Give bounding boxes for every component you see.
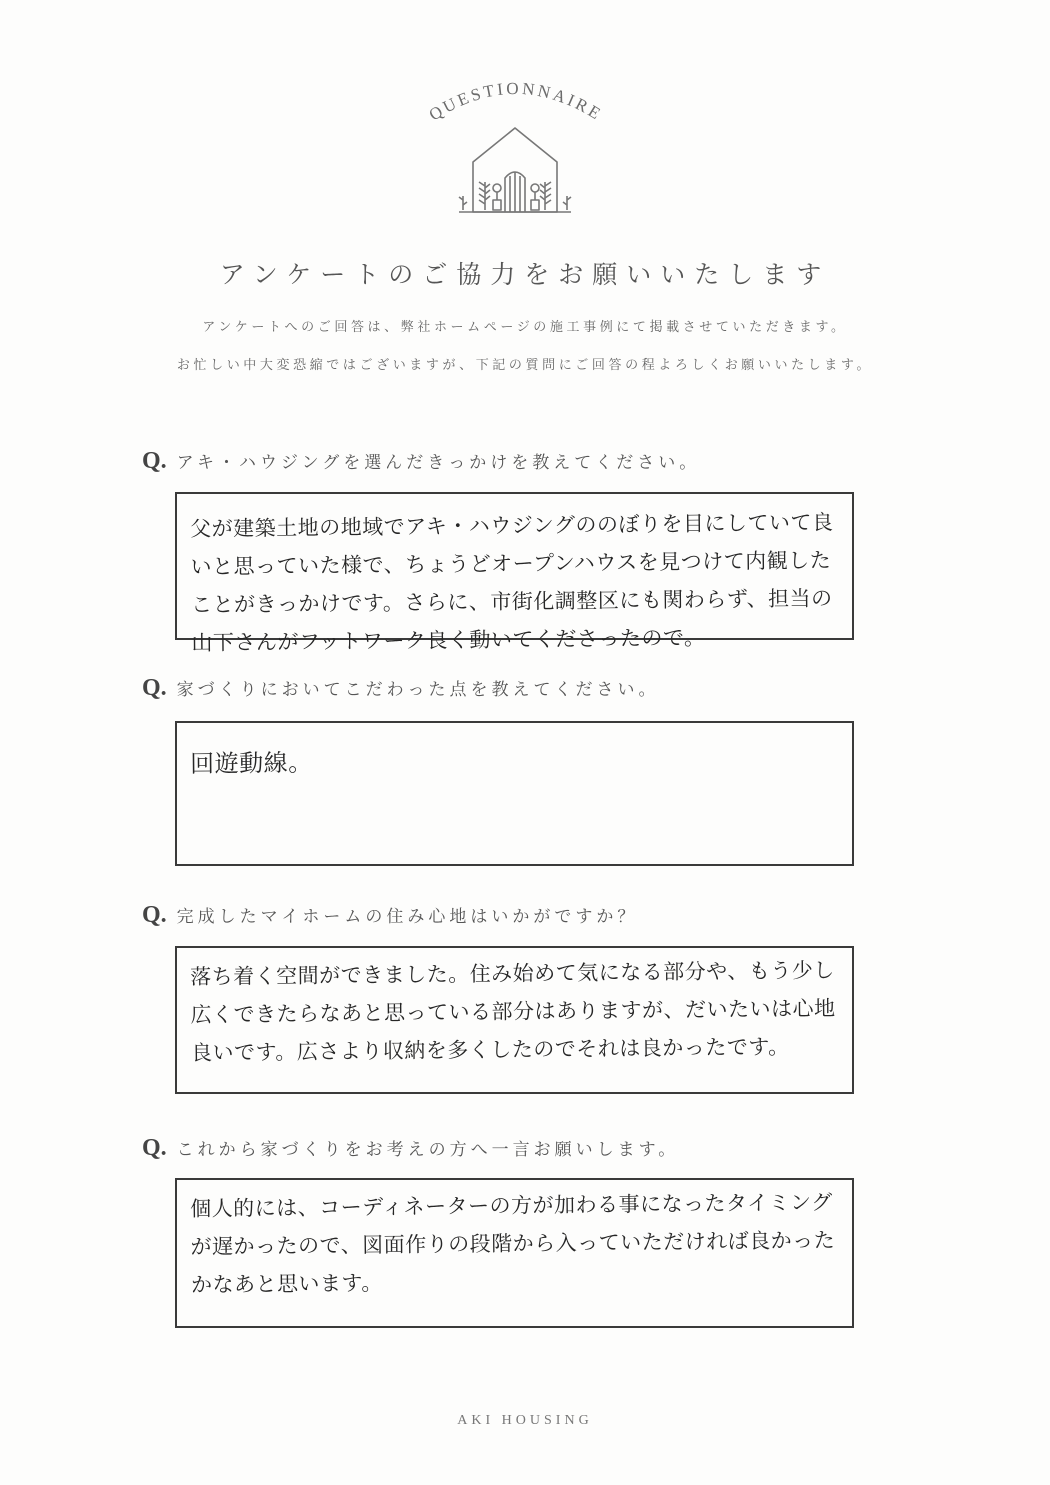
page-heading: アンケートのご協力をお願いいたします	[219, 260, 831, 289]
question-marker: Q.	[142, 902, 167, 928]
question-text: 完成したマイホームの住み心地はいかがですか？	[176, 907, 639, 927]
question-marker: Q.	[142, 675, 167, 701]
answer-text-2: 回遊動線。	[190, 748, 313, 778]
question-text: これから家づくりをお考えの方へ一言お願いします。	[176, 1140, 680, 1160]
question-2	[142, 675, 660, 702]
answer-text-3: 落ち着く空間ができました。住み始めて気になる部分や、もう少し広くできたらなあと思っている部分はありますが、だいたいは心地良いです。広さより収納を多くしたのでそれは良かったです。	[190, 958, 836, 1065]
question-marker: Q.	[142, 448, 167, 474]
intro-line-1: アンケートへのご回答は、弊社ホームページの施工事例にて掲載させていただきます。	[202, 320, 848, 335]
question-3	[142, 902, 638, 929]
question-text: 家づくりにおいてこだわった点を教えてください。	[176, 680, 660, 700]
footer-brand: AKI HOUSING	[457, 1413, 593, 1428]
question-1	[142, 448, 700, 475]
question-text: アキ・ハウジングを選んだきっかけを教えてください。	[176, 453, 701, 473]
question-marker: Q.	[142, 1135, 167, 1161]
intro-line-2: お忙しい中大変恐縮ではございますが、下記の質問にご回答の程よろしくお願いいたします。	[176, 358, 874, 373]
house-logo-icon	[455, 120, 575, 220]
svg-text:QUESTIONNAIRE	[426, 79, 606, 125]
answer-text-1: 父が建築土地の地域でアキ・ハウジングののぼりを目にしていて良いと思っていた様で、ちょうどオープンハウスを見つけて内観したことがきっかけです。さらに、市街化調整区にも関わらず、担当の山下さんがフットワーク良く動いてくださったので。	[190, 510, 834, 655]
answer-text-4: 個人的には、コーディネーターの方が加わる事になったタイミングが遅かったので、図面作りの段階から入っていただければ良かったかなあと思います。	[190, 1190, 836, 1297]
question-4	[142, 1135, 679, 1162]
arc-title-text: QUESTIONNAIRE	[425, 78, 607, 125]
